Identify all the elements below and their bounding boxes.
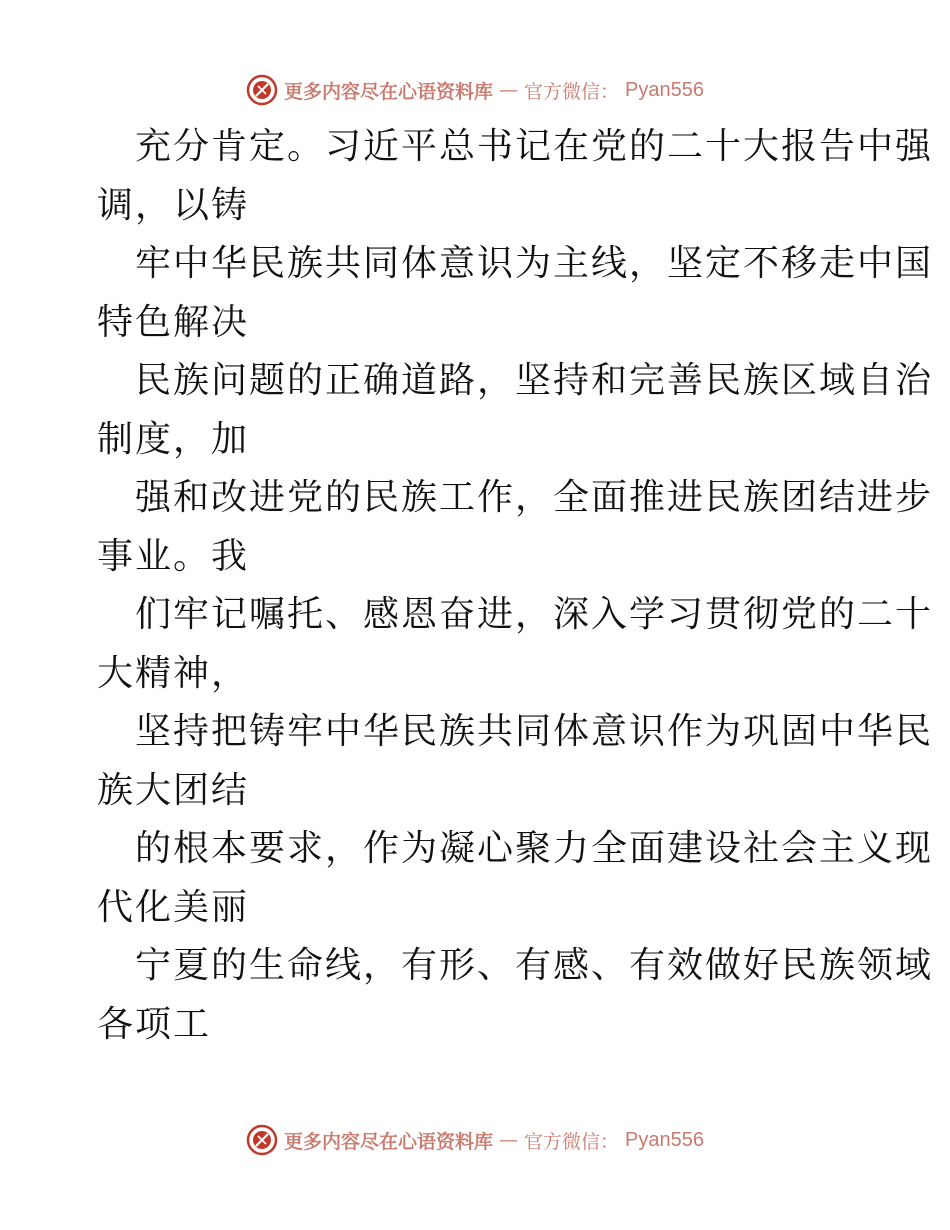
red-seal-logo-icon: [246, 1124, 278, 1156]
footer-dash: —: [499, 1129, 519, 1151]
body-line-13: 的根本要求，作为凝心聚力全面建设社会主义现: [135, 828, 934, 869]
header-brand-text: 更多内容尽在心语资料库: [284, 80, 494, 103]
body-line-7: 强和改进党的民族工作，全面推进民族团结进步: [135, 477, 934, 518]
document-body: [97, 118, 934, 1054]
body-line-6: 制度，加: [97, 418, 250, 460]
body-line-4: 特色解决: [97, 301, 250, 343]
header-contact-handle: Pyan556: [625, 78, 704, 101]
header-watermark-banner: [0, 70, 950, 110]
footer-contact-handle: Pyan556: [625, 1128, 704, 1151]
body-line-9: 们牢记嘱托、感恩奋进，深入学习贯彻党的二十: [135, 594, 934, 635]
body-line-3: 牢中华民族共同体意识为主线，坚定不移走中国: [135, 243, 934, 284]
body-line-11: 坚持把铸牢中华民族共同体意识作为巩固中华民: [135, 711, 934, 752]
body-line-1: 充分肯定。习近平总书记在党的二十大报告中强: [135, 126, 934, 167]
body-line-14: 代化美丽: [97, 886, 250, 928]
body-line-12: 族大团结: [97, 769, 250, 811]
footer-brand-text: 更多内容尽在心语资料库: [284, 1130, 494, 1153]
header-contact-label: 官方微信：: [524, 80, 620, 103]
footer-contact-label: 官方微信：: [524, 1130, 620, 1153]
body-line-5: 民族问题的正确道路，坚持和完善民族区域自治: [135, 360, 934, 401]
body-line-8: 事业。我: [97, 535, 250, 577]
header-dash: —: [499, 79, 519, 101]
body-line-10: 大精神，: [97, 652, 250, 694]
body-line-16: 各项工: [97, 1003, 212, 1045]
body-line-2: 调，以铸: [97, 184, 250, 226]
footer-watermark-banner: [0, 1120, 950, 1160]
red-seal-logo-icon: [246, 74, 278, 106]
body-line-15: 宁夏的生命线，有形、有感、有效做好民族领域: [135, 945, 934, 986]
